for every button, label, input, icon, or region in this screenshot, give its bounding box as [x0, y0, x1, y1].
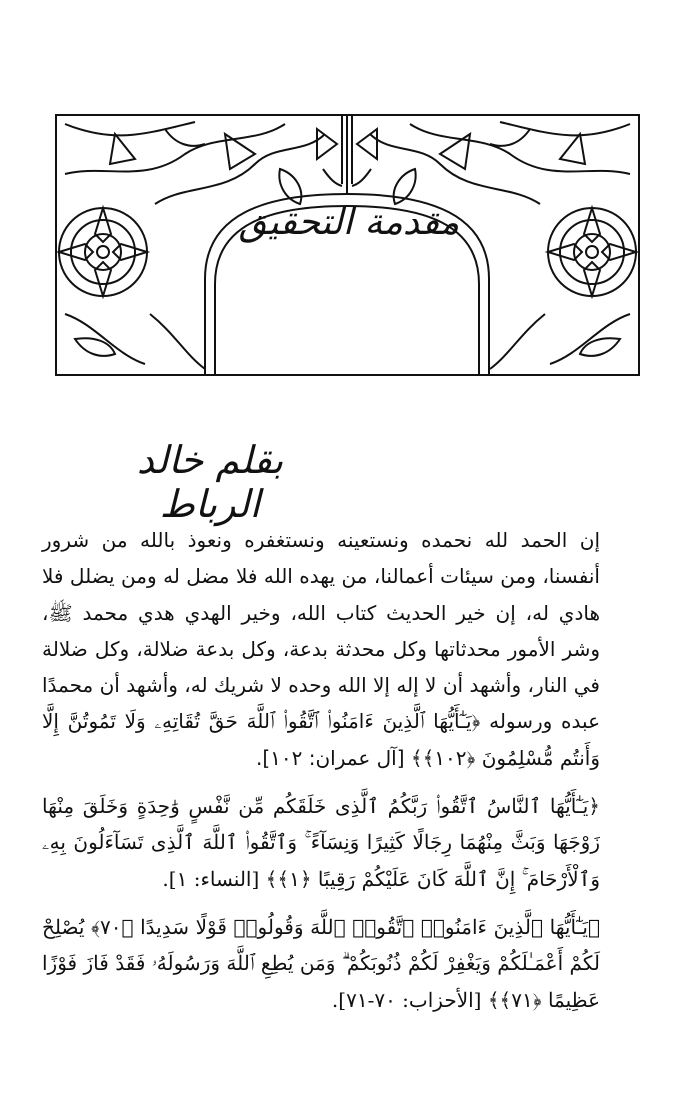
arabesque-frame-icon [55, 114, 640, 376]
author-byline: بقلم خالد الرباط [136, 438, 284, 526]
paragraph-opening: إن الحمد لله نحمده ونستعينه ونستغفره ونعوذ بالله من شرور أنفسنا، ومن سيئات أعمالنا، من يهده الله فلا مضل له ومن يضلل فلا هادي له، إن خير الحديث كتاب الله، وخير الهدي هدي محمد ﷺ، وشر الأمور محدثاتها وكل محدثة بدعة، وكل بدعة ضلالة، وكل ضلالة في النار، وأشهد أن لا إله إلا الله وحده لا شريك له، وأشهد أن محمدًا عبده ورسوله ﴿يَـٰٓأَيُّهَا ٱلَّذِينَ ءَامَنُوا۟ ٱتَّقُوا۟ ٱللَّهَ حَقَّ تُقَاتِهِۦ وَلَا تَمُوتُنَّ إِلَّا وَأَنتُم مُّسْلِمُونَ ﴿١٠٢﴾﴾ [آل عمران: ١٠٢]. [42, 528, 600, 770]
paragraph-verse-nisa: ﴿يَـٰٓأَيُّهَا ٱلنَّاسُ ٱتَّقُوا۟ رَبَّكُمُ ٱلَّذِى خَلَقَكُم مِّن نَّفْسٍ وَٰحِدَةٍ وَخَلَقَ مِنْهَا زَوْجَهَا وَبَثَّ مِنْهُمَا رِجَالًا كَثِيرًا وَنِسَآءً ۚ وَٱتَّقُوا۟ ٱللَّهَ ٱلَّذِى تَسَآءَلُونَ بِهِۦ وَٱلْأَرْحَامَ ۚ إِنَّ ٱللَّهَ كَانَ عَلَيْكُمْ رَقِيبًا ﴿١﴾﴾ [النساء: ١]. [42, 794, 600, 891]
header-ornament [55, 114, 640, 376]
page-heading: مقدمة التحقيق [238, 202, 460, 243]
introduction-text [42, 522, 600, 1018]
paragraph-verse-ahzab: ﴿يَـٰٓأَيُّهَا ٱلَّذِينَ ءَامَنُوا۟ ٱتَّقُوا۟ ٱللَّهَ وَقُولُوا۟ قَوْلًا سَدِيدًا ﴿٧٠﴾ يُصْلِحْ لَكُمْ أَعْمَـٰلَكُمْ وَيَغْفِرْ لَكُمْ ذُنُوبَكُمْ ۗ وَمَن يُطِعِ ٱللَّهَ وَرَسُولَهُۥ فَقَدْ فَازَ فَوْزًا عَظِيمًا ﴿٧١﴾﴾ [الأحزاب: ٧٠-٧١]. [42, 914, 600, 1012]
